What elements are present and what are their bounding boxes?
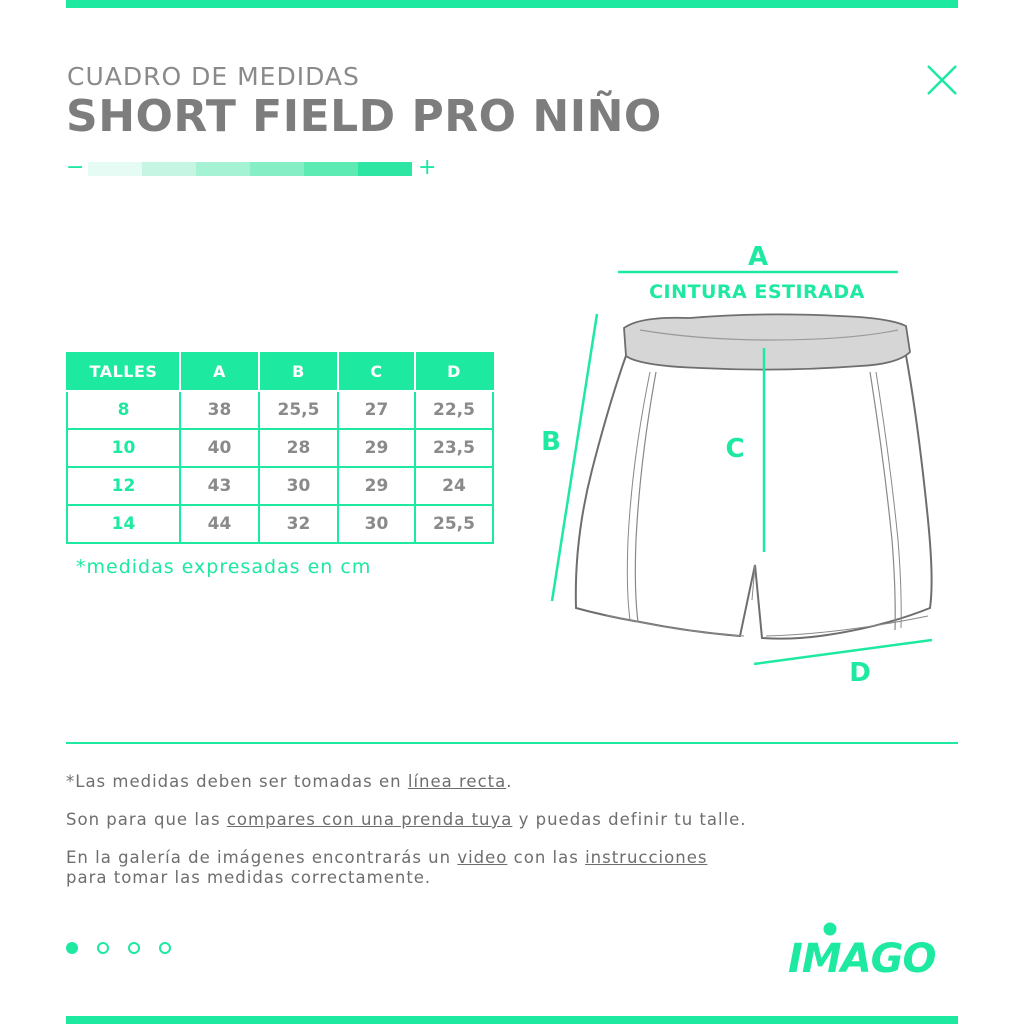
table-row (67, 467, 493, 505)
svg-text:IMAGO: IMAGO (788, 936, 936, 978)
link-video[interactable]: video (457, 848, 508, 867)
scale-minus-sign: − (66, 155, 85, 180)
cell-talle: 14 (67, 505, 180, 543)
cell-c: 29 (338, 429, 415, 467)
cell-talle: 12 (67, 467, 180, 505)
top-accent-bar (66, 0, 958, 8)
label-a: A (747, 242, 769, 272)
shorts-outline (576, 350, 932, 639)
scale-segment (196, 162, 250, 176)
cell-a: 43 (180, 467, 259, 505)
scale-segment (142, 162, 196, 176)
label-b: B (541, 427, 561, 457)
cell-b: 25,5 (259, 391, 338, 429)
table-row (67, 505, 493, 543)
size-table (66, 352, 494, 544)
pagination-dot-2[interactable] (97, 942, 109, 954)
pagination-dot-3[interactable] (128, 942, 140, 954)
label-c: C (725, 434, 745, 464)
cell-b: 28 (259, 429, 338, 467)
link-instrucciones[interactable]: instrucciones (585, 848, 708, 867)
cell-c: 30 (338, 505, 415, 543)
cell-d: 22,5 (415, 391, 493, 429)
size-scale (66, 157, 456, 181)
cell-c: 27 (338, 391, 415, 429)
table-row (67, 429, 493, 467)
cell-a: 38 (180, 391, 259, 429)
cell-d: 23,5 (415, 429, 493, 467)
link-linea-recta[interactable]: línea recta (407, 772, 507, 791)
page-title: SHORT FIELD PRO NIÑO (66, 91, 662, 142)
info-line-2 (66, 810, 747, 830)
scale-segment (358, 162, 412, 176)
header-a: A (180, 352, 259, 391)
pagination-dot-4[interactable] (159, 942, 171, 954)
cell-b: 32 (259, 505, 338, 543)
cell-talle: 8 (67, 391, 180, 429)
units-note: *medidas expresadas en cm (76, 556, 372, 578)
waistband (624, 314, 910, 369)
table-row (67, 391, 493, 429)
header-b: B (259, 352, 338, 391)
table-header-row (67, 352, 493, 391)
cell-d: 24 (415, 467, 493, 505)
measure-line-d (754, 640, 932, 664)
link-compares-prenda[interactable]: compares con una prenda tuya (226, 810, 513, 829)
header-d: D (415, 352, 493, 391)
info-text: con las (507, 848, 586, 867)
scale-segment (250, 162, 304, 176)
cell-a: 40 (180, 429, 259, 467)
info-text: para tomar las medidas correctamente. (66, 868, 432, 887)
cell-c: 29 (338, 467, 415, 505)
pagination-dot-1[interactable] (66, 942, 78, 954)
close-button[interactable] (924, 62, 960, 98)
info-text: y puedas definir tu talle. (512, 810, 747, 829)
info-text: . (506, 772, 513, 791)
scale-segment (88, 162, 142, 176)
bottom-accent-bar (66, 1016, 958, 1024)
header-talles: TALLES (67, 352, 180, 391)
info-text: En la galería de imágenes encontrarás un (66, 848, 458, 867)
cell-d: 25,5 (415, 505, 493, 543)
shorts-diagram (530, 230, 950, 690)
cell-a: 44 (180, 505, 259, 543)
page-subtitle: CUADRO DE MEDIDAS (67, 62, 360, 91)
scale-segment (304, 162, 358, 176)
imago-logo (786, 920, 960, 978)
cell-b: 30 (259, 467, 338, 505)
scale-plus-sign: + (418, 155, 437, 180)
label-a-desc: CINTURA ESTIRADA (649, 281, 865, 303)
label-d: D (849, 658, 871, 688)
cell-talle: 10 (67, 429, 180, 467)
header-c: C (338, 352, 415, 391)
info-line-3 (66, 848, 707, 888)
close-icon (924, 62, 960, 98)
info-text: *Las medidas deben ser tomadas en (66, 772, 408, 791)
info-line-1 (66, 772, 512, 792)
info-text: Son para que las (66, 810, 227, 829)
section-divider (66, 742, 958, 744)
